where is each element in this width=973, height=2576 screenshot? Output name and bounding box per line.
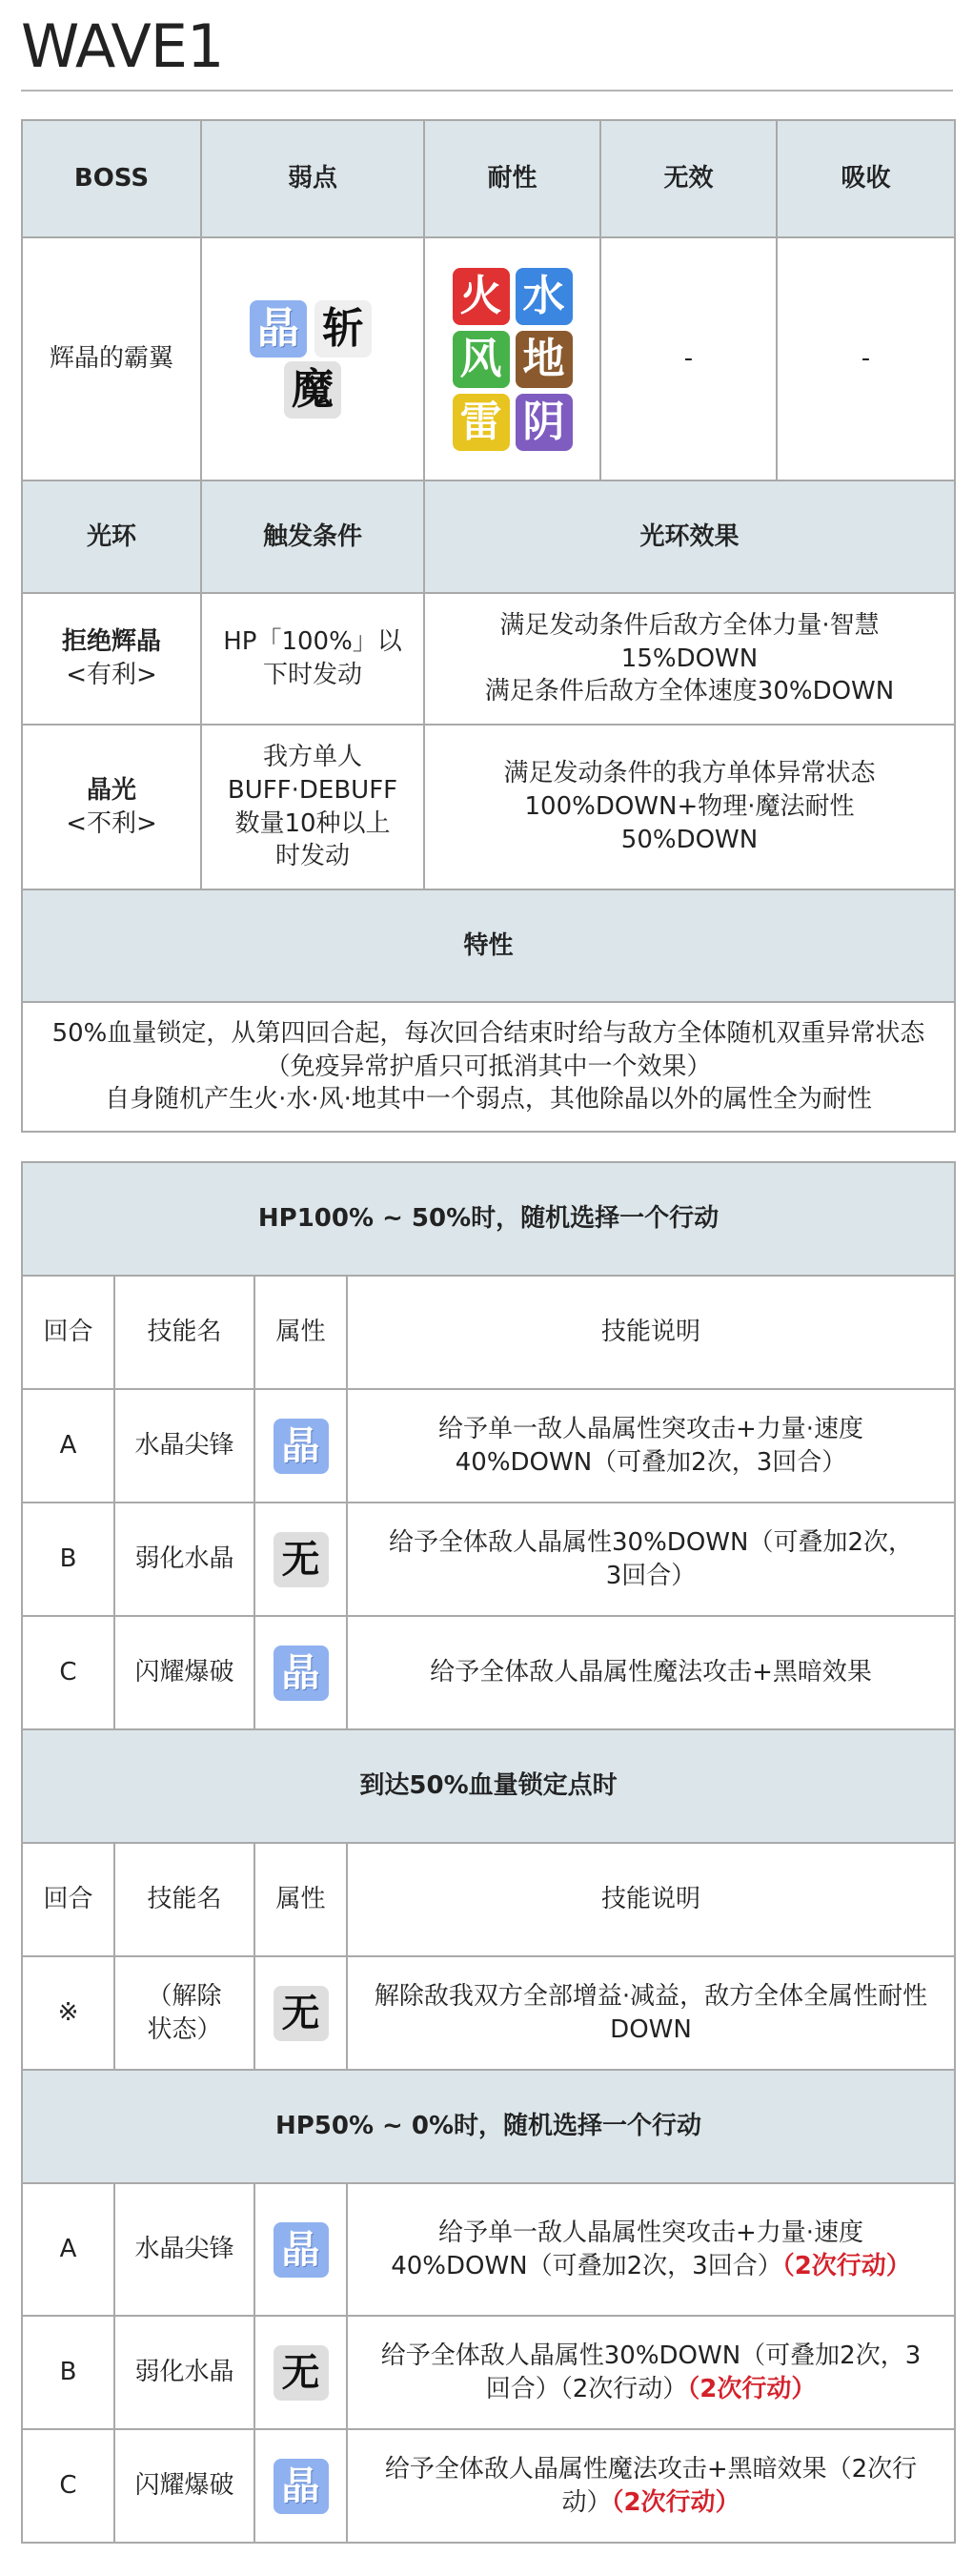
turn: ※ xyxy=(22,1956,114,2070)
aura-tag: <不利> xyxy=(66,808,157,838)
skill-desc: 给予全体敌人晶属性30%DOWN（可叠加2次，3回合）（2次行动） xyxy=(380,2341,922,2403)
turn: B xyxy=(22,2316,114,2429)
wind-icon: 风 xyxy=(453,331,510,388)
col-description: 技能说明 xyxy=(347,1843,955,1956)
shadow-icon: 阴 xyxy=(516,394,573,451)
turn: A xyxy=(22,2183,114,2316)
double-action-note: （2次行动） xyxy=(781,2251,911,2280)
aura-name-cell xyxy=(22,593,201,725)
col-turn: 回合 xyxy=(22,1843,114,1956)
neutral-icon: 无 xyxy=(274,1532,329,1587)
absorb-value: - xyxy=(777,237,955,480)
aura-tag: <有利> xyxy=(66,661,157,689)
header-aura-effect: 光环效果 xyxy=(424,480,955,593)
skill-desc: 给予全体敌人晶属性魔法攻击+黑暗效果 xyxy=(347,1616,955,1729)
aura-condition: 我方单人BUFF·DEBUFF数量10种以上时发动 xyxy=(201,725,424,889)
aura-condition: HP「100%」以下时发动 xyxy=(201,593,424,725)
header-trait: 特性 xyxy=(22,889,955,1002)
lock-title: 到达50%血量锁定点时 xyxy=(22,1729,955,1843)
skill-name: 弱化水晶 xyxy=(114,1503,254,1616)
header-resistance: 耐性 xyxy=(424,120,600,237)
skill-desc: 给予单一敌人晶属性突攻击+力量·速度40%DOWN（可叠加2次，3回合） xyxy=(391,2218,864,2280)
turn: A xyxy=(22,1389,114,1503)
col-attribute: 属性 xyxy=(254,1843,347,1956)
crystal-icon: 晶 xyxy=(274,1419,329,1474)
crystal-icon: 晶 xyxy=(250,300,307,358)
resistance-cell xyxy=(424,237,600,480)
invalid-value: - xyxy=(600,237,777,480)
aura-effect-line: 满足发动条件后敌方全体力量·智慧15%DOWN xyxy=(499,610,880,673)
skill-desc-cell xyxy=(347,2429,955,2543)
crystal-icon: 晶 xyxy=(274,1646,329,1701)
neutral-icon: 无 xyxy=(274,2345,329,2401)
skill-name: 闪耀爆破 xyxy=(114,2429,254,2543)
boss-info-table xyxy=(21,119,956,1133)
slash-icon: 斩 xyxy=(314,300,372,358)
magic-icon: 魔 xyxy=(284,361,341,419)
double-action-note: （2次行动） xyxy=(611,2487,740,2517)
skill-desc-cell xyxy=(347,2316,955,2429)
phase1-title: HP100% ~ 50%时，随机选择一个行动 xyxy=(22,1162,955,1276)
trait-cell xyxy=(22,1002,955,1132)
attr-cell xyxy=(254,2316,347,2429)
skill-desc: 给予全体敌人晶属性魔法攻击+黑暗效果（2次行动） xyxy=(384,2454,918,2517)
skill-desc: 给予单一敌人晶属性突攻击+力量·速度40%DOWN（可叠加2次，3回合） xyxy=(347,1389,955,1503)
neutral-icon: 无 xyxy=(274,1986,329,2041)
col-description: 技能说明 xyxy=(347,1276,955,1389)
crystal-icon: 晶 xyxy=(274,2222,329,2278)
title-divider xyxy=(21,90,953,92)
earth-icon: 地 xyxy=(516,331,573,388)
turn: B xyxy=(22,1503,114,1616)
header-boss: BOSS xyxy=(22,120,201,237)
attr-cell xyxy=(254,2183,347,2316)
turn: C xyxy=(22,2429,114,2543)
col-attribute: 属性 xyxy=(254,1276,347,1389)
skill-name: 弱化水晶 xyxy=(114,2316,254,2429)
weakness-cell xyxy=(201,237,424,480)
header-trigger: 触发条件 xyxy=(201,480,424,593)
aura-effect-cell xyxy=(424,593,955,725)
phase2-title: HP50% ~ 0%时，随机选择一个行动 xyxy=(22,2070,955,2183)
attr-cell xyxy=(254,1389,347,1503)
turn: C xyxy=(22,1616,114,1729)
header-aura: 光环 xyxy=(22,480,201,593)
col-skill-name: 技能名 xyxy=(114,1276,254,1389)
attr-cell xyxy=(254,1956,347,2070)
aura-effect-line: 满足条件后敌方全体速度30%DOWN xyxy=(484,677,895,706)
skill-desc-cell xyxy=(347,2183,955,2316)
skills-table xyxy=(21,1161,956,2544)
aura-name-cell xyxy=(22,725,201,889)
header-absorb: 吸收 xyxy=(777,120,955,237)
skill-desc: 解除敌我双方全部增益·减益，敌方全体全属性耐性DOWN xyxy=(347,1956,955,2070)
col-skill-name: 技能名 xyxy=(114,1843,254,1956)
attr-cell xyxy=(254,1616,347,1729)
skill-name: 闪耀爆破 xyxy=(114,1616,254,1729)
fire-icon: 火 xyxy=(453,268,510,325)
attr-cell xyxy=(254,2429,347,2543)
double-action-note: （2次行动） xyxy=(687,2374,817,2403)
thunder-icon: 雷 xyxy=(453,394,510,451)
page-title: WAVE1 xyxy=(21,11,224,81)
skill-name: （解除状态） xyxy=(114,1956,254,2070)
trait-line: 自身随机产生火·水·风·地其中一个弱点，其他除晶以外的属性全为耐性 xyxy=(105,1085,872,1114)
col-turn: 回合 xyxy=(22,1276,114,1389)
water-icon: 水 xyxy=(516,268,573,325)
header-invalid: 无效 xyxy=(600,120,777,237)
trait-line: 50%血量锁定，从第四回合起，每次回合结束时给与敌方全体随机双重异常状态（免疫异常护盾只可抵消其中一个效果） xyxy=(51,1018,925,1081)
skill-desc: 给予全体敌人晶属性30%DOWN（可叠加2次，3回合） xyxy=(347,1503,955,1616)
skill-name: 水晶尖锋 xyxy=(114,1389,254,1503)
aura-effect: 满足发动条件的我方单体异常状态100%DOWN+物理·魔法耐性50%DOWN xyxy=(424,725,955,889)
boss-name: 辉晶的霸翼 xyxy=(22,237,201,480)
attr-cell xyxy=(254,1503,347,1616)
header-weakness: 弱点 xyxy=(201,120,424,237)
crystal-icon: 晶 xyxy=(274,2459,329,2514)
aura-name: 拒绝辉晶 xyxy=(61,627,161,657)
skill-name: 水晶尖锋 xyxy=(114,2183,254,2316)
aura-name: 晶光 xyxy=(86,775,136,805)
